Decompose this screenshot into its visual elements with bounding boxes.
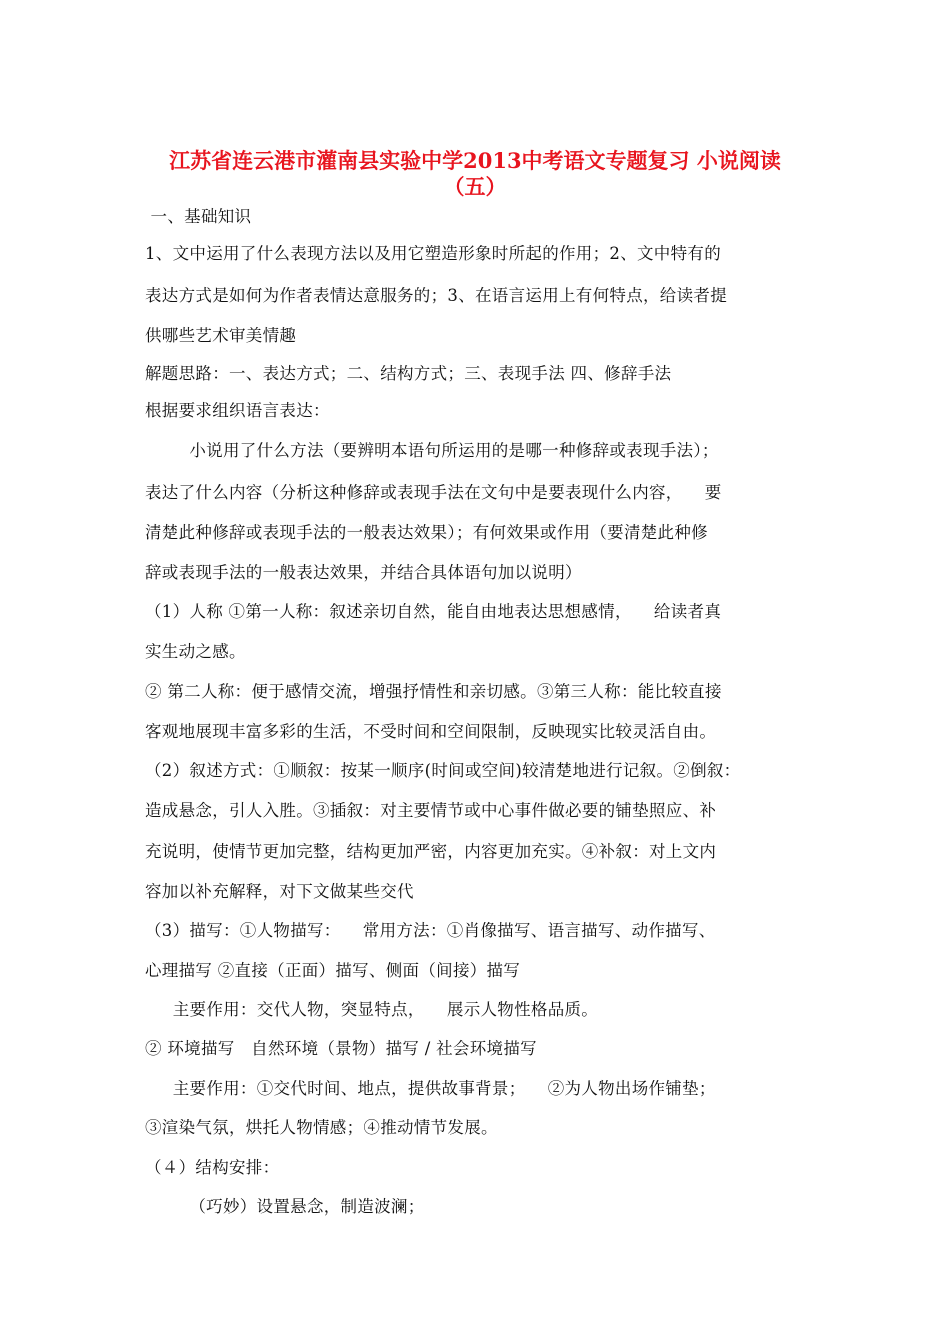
text-line: 造成悬念，引人入胜。③插叙：对主要情节或中心事件做必要的铺垫照应、补 <box>145 801 717 820</box>
title-line-1: 江苏省连云港市灌南县实验中学2013中考语文专题复习 小说阅读 <box>169 148 781 173</box>
text-line: （巧妙）设置悬念，制造波澜； <box>145 1197 425 1216</box>
text-line: 1、文中运用了什么表现方法以及用它塑造形象时所起的作用；2、文中特有的 <box>145 244 721 263</box>
text-line: 主要作用：交代人物，突显特点， 展示人物性格品质。 <box>145 1000 599 1019</box>
text-line: （2）叙述方式：①顺叙：按某一顺序(时间或空间)较清楚地进行记叙。②倒叙： <box>145 761 741 780</box>
text-line: 辞或表现手法的一般表达效果，并结合具体语句加以说明） <box>145 563 582 582</box>
text-line: 根据要求组织语言表达： <box>145 401 330 420</box>
text-line: 容加以补充解释，对下文做某些交代 <box>145 882 414 901</box>
text-line: 客观地展现丰富多彩的生活，不受时间和空间限制，反映现实比较灵活自由。 <box>145 722 717 741</box>
text-line: （3）描写：①人物描写： 常用方法：①肖像描写、语言描写、动作描写、 <box>145 921 716 940</box>
text-line: 供哪些艺术审美情趣 <box>145 326 297 345</box>
text-line: （1）人称 ①第一人称：叙述亲切自然，能自由地表达思想感情， 给读者真 <box>145 602 722 621</box>
text-line: 主要作用：①交代时间、地点，提供故事背景； ②为人物出场作铺垫； <box>145 1079 716 1098</box>
text-line: 充说明，使情节更加完整，结构更加严密，内容更加充实。④补叙：对上文内 <box>145 842 717 861</box>
text-line: 清楚此种修辞或表现手法的一般表达效果）；有何效果或作用（要清楚此种修 <box>145 523 708 542</box>
text-line: 一、基础知识 <box>145 207 252 226</box>
text-line: ② 环境描写 自然环境（景物）描写 / 社会环境描写 <box>145 1039 537 1058</box>
title-line-2: （五） <box>443 174 507 199</box>
text-line: 解题思路：一、表达方式；二、结构方式；三、表现手法 四、修辞手法 <box>145 364 672 383</box>
text-line: 实生动之感。 <box>145 642 246 661</box>
text-line: ③渲染气氛，烘托人物情感；④推动情节发展。 <box>145 1118 498 1137</box>
text-line: （４）结构安排： <box>145 1158 280 1177</box>
text-line: 小说用了什么方法（要辨明本语句所运用的是哪一种修辞或表现手法）； <box>145 441 719 460</box>
text-line: 表达了什么内容（分析这种修辞或表现手法在文句中是要表现什么内容， 要 <box>145 483 722 502</box>
text-line: 表达方式是如何为作者表情达意服务的；3、在语言运用上有何特点，给读者提 <box>145 286 727 305</box>
text-line: 心理描写 ②直接（正面）描写、侧面（间接）描写 <box>145 961 521 980</box>
text-line: ② 第二人称：便于感情交流，增强抒情性和亲切感。③第三人称：能比较直接 <box>145 682 722 701</box>
